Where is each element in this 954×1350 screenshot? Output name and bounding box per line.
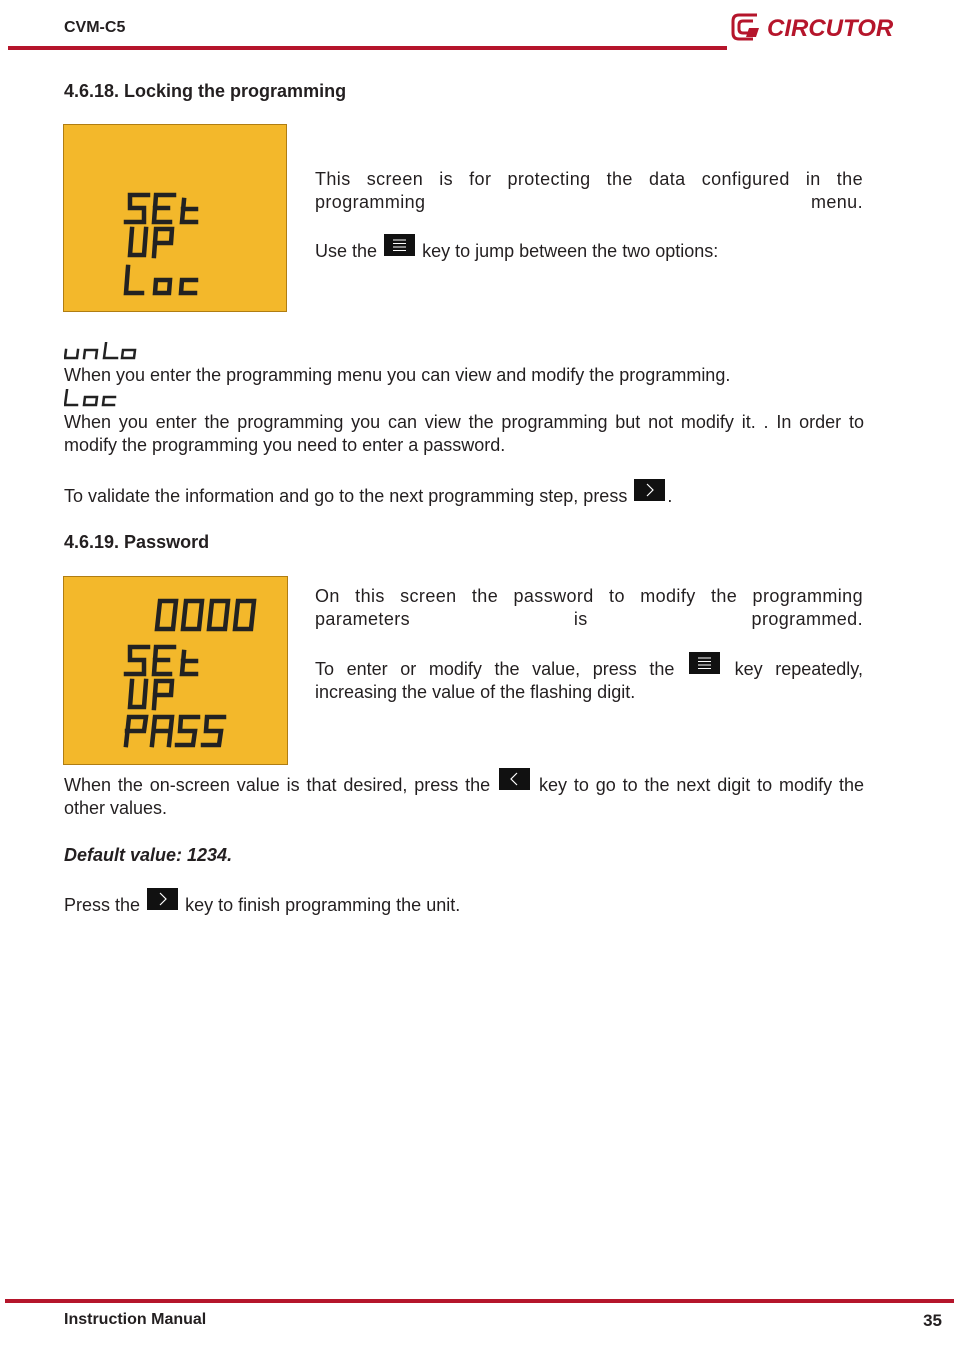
- lcd-segment-char: [154, 681, 172, 708]
- validate-prefix: To validate the information and go to the next programming step, press: [64, 486, 628, 506]
- lock-use-line: [315, 240, 863, 263]
- lcd-segment-char: [181, 280, 196, 293]
- lcd-segment-char: [209, 601, 228, 629]
- lcd-segment-char: [130, 229, 146, 255]
- lcd-segment-char: [203, 717, 224, 745]
- password-enter-text: [315, 658, 863, 704]
- password-finish-prefix: Press the: [64, 895, 141, 915]
- lcd-display-password: [63, 576, 288, 765]
- lcd-segment-char: [126, 717, 146, 745]
- lcd-segment-char: [152, 717, 172, 745]
- lcd-segment-char: [235, 601, 254, 629]
- lcd-segment-char: [154, 647, 174, 674]
- validate-suffix: .: [667, 486, 673, 506]
- option-code-lock: [64, 389, 124, 407]
- validate-line: [64, 485, 864, 508]
- right-arrow-key-icon: [147, 888, 178, 910]
- lcd-segment-char: [157, 601, 176, 629]
- option-description-lock: When you enter the programming you can view the programming but not modify it. . In order to modify the programming you need to enter a password.: [64, 412, 864, 455]
- lock-use-suffix: key to jump between the two options:: [422, 241, 719, 261]
- lcd-segment-char: [155, 280, 170, 293]
- footer-title: Instruction Manual: [64, 1311, 207, 1328]
- password-enter-suffix: key repeatedly, increasing the value of the flashing digit.: [315, 659, 863, 702]
- section-heading-locking: 4.6.18. Locking the programming: [64, 81, 347, 101]
- lcd-segment-char: [126, 267, 142, 293]
- svg-text:CIRCUTOR: CIRCUTOR: [767, 15, 894, 42]
- lcd-segment-char: [182, 652, 196, 674]
- lcd-segment-char: [154, 229, 172, 256]
- left-arrow-key-icon: [499, 768, 530, 790]
- password-intro-text: On this screen the password to modify the programming parameters is programmed.: [315, 586, 863, 629]
- menu-key-icon: [384, 234, 415, 256]
- password-next-digit-text: [64, 774, 864, 820]
- lcd-segment-char: [177, 717, 198, 745]
- lcd-segment-char: [183, 601, 202, 629]
- option-code-unlock: [64, 342, 144, 360]
- document-model: CVM-C5: [64, 19, 126, 36]
- circutor-logo-icon: [729, 10, 909, 44]
- right-arrow-key-icon: [634, 479, 665, 501]
- password-finish-line: [64, 894, 864, 917]
- lock-intro-text: This screen is for protecting the data configured in the programming menu.: [315, 169, 863, 212]
- password-enter-prefix: To enter or modify the value, press the: [315, 659, 675, 679]
- lcd-segment-char: [154, 195, 174, 222]
- default-value-text: Default value: 1234.: [64, 845, 233, 865]
- lcd-segment-char: [130, 681, 146, 707]
- section-heading-password: 4.6.19. Password: [64, 532, 210, 552]
- header-rule: [8, 46, 727, 50]
- option-description-unlock: When you enter the programming menu you can view and modify the programming.: [64, 365, 731, 385]
- menu-key-icon: [689, 652, 720, 674]
- lcd-display-lock: [63, 124, 287, 312]
- password-next-suffix: key to go to the next digit to modify the other values.: [64, 775, 864, 818]
- password-finish-suffix: key to finish programming the unit.: [185, 895, 461, 915]
- footer-rule: [5, 1299, 954, 1303]
- page-number: 35: [923, 1311, 942, 1330]
- lcd-segment-char: [126, 647, 148, 674]
- brand-logo: [729, 10, 909, 44]
- lcd-segment-char: [126, 195, 148, 222]
- lcd-segment-char: [182, 200, 196, 222]
- password-next-prefix: When the on-screen value is that desired, press the: [64, 775, 491, 795]
- lock-use-prefix: Use the: [315, 241, 378, 261]
